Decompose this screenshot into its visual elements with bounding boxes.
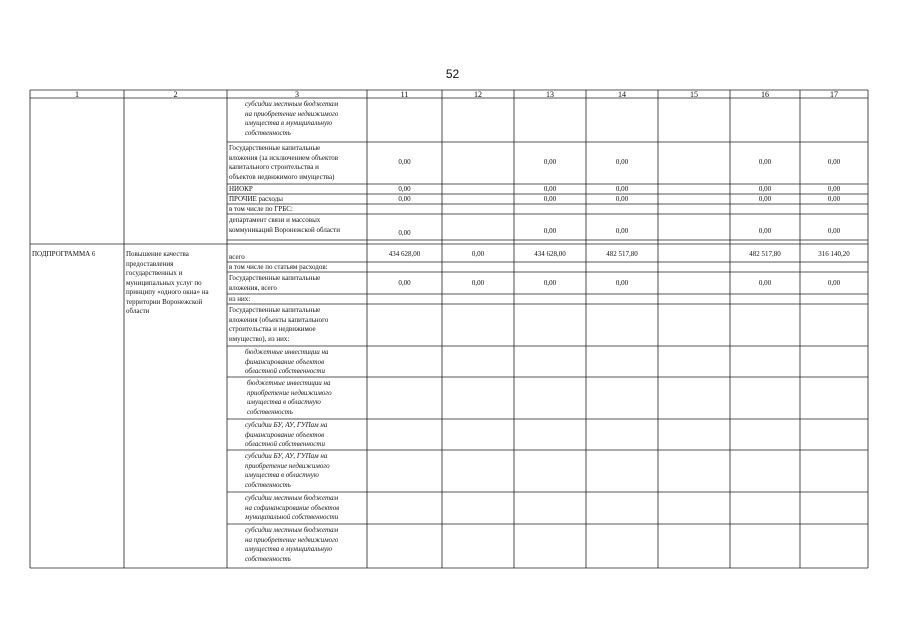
row-label: субсидии местным бюджетам на приобретение недвижимого имущества в муниципальную собственность (245, 526, 339, 563)
value-cell: 0,00 (615, 279, 629, 287)
column-header-12: 12 (474, 90, 482, 99)
row-label: субсидии БУ, АУ, ГУПам на финансирование объектов областной собственности (245, 421, 328, 448)
value-cell: 482 517,80 (749, 250, 781, 258)
value-cell: 0,00 (398, 195, 411, 203)
value-cell: 0,00 (758, 185, 772, 193)
value-cell: 482 517,80 (606, 250, 638, 258)
column-header-11: 11 (400, 90, 409, 99)
value-cell: 0,00 (543, 227, 557, 235)
value-cell: 0,00 (615, 185, 629, 193)
row-label: в том числе по ГРБС: (229, 205, 293, 213)
value-cell: 0,00 (543, 279, 557, 287)
value-cell: 0,00 (758, 227, 772, 235)
row-label: субсидии местным бюджетам на софинансирование объектов муниципальной собственности (245, 494, 340, 521)
value-cell: 0,00 (471, 279, 485, 287)
column-header-1: 1 (75, 90, 79, 99)
row-label: субсидии БУ, АУ, ГУПам на приобретение недвижимого имущества в областную собственность (245, 452, 330, 489)
column-header-16: 16 (761, 90, 769, 99)
value-cell: 0,00 (398, 229, 411, 237)
value-cell: 316 140,20 (818, 250, 850, 258)
value-cell: 0,00 (827, 185, 841, 193)
column-header-14: 14 (618, 90, 626, 99)
row-label: НИОКР (229, 185, 253, 193)
row-label: субсидии местным бюджетам на приобретение недвижимого имущества в муниципальную собственность (245, 100, 339, 137)
value-cell: 0,00 (758, 195, 772, 203)
row-label: ПРОЧИЕ расходы (229, 195, 283, 203)
page-number: 52 (445, 67, 460, 81)
subprogram-name: Повышение качества предоставления государственных и муниципальных услуг по принципу «одного окна» на территории Воронежской области (126, 250, 209, 315)
row-label: бюджетные инвестиции на финансирование объектов областной собственности (245, 348, 329, 375)
column-header-13: 13 (546, 90, 554, 99)
value-cell: 0,00 (398, 279, 411, 287)
value-cell: 434 628,00 (534, 250, 566, 258)
row-label: Государственные капитальные вложения, всего (229, 274, 321, 292)
column-header-17: 17 (830, 90, 838, 99)
column-header-2: 2 (173, 90, 178, 99)
value-cell: 0,00 (471, 250, 485, 258)
column-header-3: 3 (295, 90, 299, 99)
value-cell: 0,00 (398, 185, 411, 193)
row-label: Государственные капитальные вложения (за исключением объектов капитального строительства и объектов недвижимого имущества) (229, 144, 339, 181)
value-cell: 0,00 (758, 158, 772, 166)
value-cell: 0,00 (543, 185, 557, 193)
value-cell: 0,00 (398, 158, 411, 166)
subprogram-code: ПОДПРОГРАММА 6 (32, 250, 96, 258)
value-cell: 434 628,00 (388, 250, 421, 258)
value-cell: 0,00 (827, 227, 841, 235)
value-cell: 0,00 (827, 158, 841, 166)
value-cell: 0,00 (758, 279, 772, 287)
value-cell: 0,00 (827, 195, 841, 203)
value-cell: 0,00 (827, 279, 841, 287)
value-cell: 0,00 (543, 158, 557, 166)
row-label: департамент связи и массовых коммуникаций Воронежской области (229, 216, 340, 234)
column-header-15: 15 (690, 90, 698, 99)
value-cell: 0,00 (543, 195, 557, 203)
row-label: Государственные капитальные вложения (объекты капитального строительства и недвижимое имущество), из них: (229, 306, 329, 343)
value-cell: 0,00 (615, 195, 629, 203)
row-label: бюджетные инвестиции на приобретение недвижимого имущества в областную собственность (247, 379, 332, 416)
row-label: всего (229, 253, 245, 261)
value-cell: 0,00 (615, 227, 629, 235)
row-label: из них: (229, 295, 251, 303)
value-cell: 0,00 (615, 158, 629, 166)
row-label: в том числе по статьям расходов: (229, 263, 328, 271)
